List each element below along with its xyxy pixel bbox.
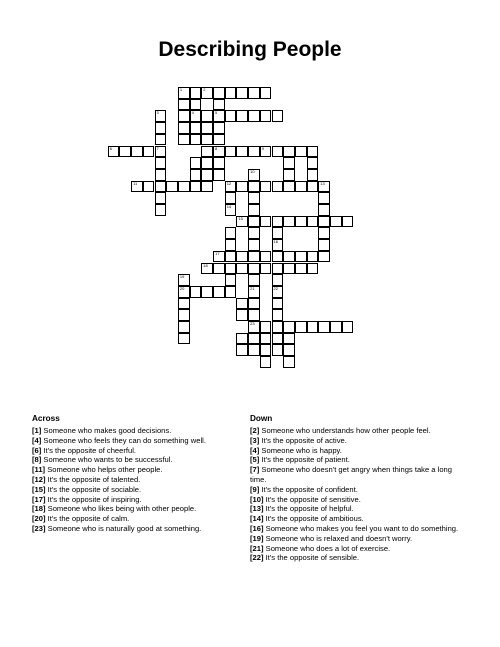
down-clue xyxy=(250,495,468,505)
grid-cell[interactable] xyxy=(307,251,319,263)
grid-cell[interactable] xyxy=(236,309,248,321)
grid-cell[interactable] xyxy=(248,169,260,181)
grid-cell[interactable] xyxy=(155,122,167,134)
grid-cell[interactable] xyxy=(155,181,167,193)
grid-cell[interactable] xyxy=(260,216,272,228)
clue-text: It's the opposite of sensitive. xyxy=(265,494,361,504)
down-clue xyxy=(250,553,468,563)
clue-number: [4] xyxy=(32,435,42,445)
clue-number-label: 20 xyxy=(179,285,185,291)
clue-number: [12] xyxy=(32,474,46,484)
grid-cell[interactable] xyxy=(178,333,190,345)
grid-cell[interactable] xyxy=(318,204,330,216)
grid-cell[interactable] xyxy=(283,216,295,228)
grid-cell[interactable] xyxy=(225,146,237,158)
grid-cell[interactable] xyxy=(213,286,225,298)
grid-cell[interactable] xyxy=(307,146,319,158)
clue-text: It's the opposite of helpful. xyxy=(265,504,354,514)
down-clue xyxy=(250,455,468,465)
grid-cell[interactable] xyxy=(190,181,202,193)
grid-cell[interactable] xyxy=(213,146,225,158)
grid-cell[interactable] xyxy=(260,87,272,99)
grid-cell[interactable] xyxy=(236,344,248,356)
grid-cell[interactable] xyxy=(155,134,167,146)
grid-cell[interactable] xyxy=(283,146,295,158)
clue-number-label: 16 xyxy=(273,239,278,245)
grid-cell[interactable] xyxy=(178,181,190,193)
grid-cell[interactable] xyxy=(283,263,295,275)
page-title: Describing People xyxy=(158,38,342,61)
across-clue xyxy=(32,465,232,475)
grid-cell[interactable] xyxy=(225,87,237,99)
clue-number: [21] xyxy=(250,543,264,553)
grid-cell[interactable] xyxy=(213,110,225,122)
clue-number: [18] xyxy=(32,504,46,514)
clue-number: [1] xyxy=(32,426,42,435)
grid-cell[interactable] xyxy=(190,157,202,169)
grid-cell[interactable] xyxy=(225,110,237,122)
grid-cell[interactable] xyxy=(272,333,284,345)
clue-text: Someone who likes being with other people. xyxy=(47,504,197,514)
grid-cell[interactable] xyxy=(283,181,295,193)
down-clue xyxy=(250,504,468,514)
grid-cell[interactable] xyxy=(178,99,190,111)
grid-cell[interactable] xyxy=(248,87,260,99)
grid-cell[interactable] xyxy=(201,110,213,122)
clue-text: Someone who feels they can do something well. xyxy=(43,435,206,445)
grid-cell[interactable] xyxy=(283,169,295,181)
down-heading: Down xyxy=(250,414,273,423)
down-clue xyxy=(250,534,468,544)
clue-number: [19] xyxy=(250,533,264,543)
grid-cell[interactable] xyxy=(248,333,260,345)
clue-text: Someone who is naturally good at something. xyxy=(47,523,202,533)
grid-cell[interactable] xyxy=(260,181,272,193)
grid-cell[interactable] xyxy=(236,110,248,122)
grid-cell[interactable] xyxy=(248,239,260,251)
clue-number: [8] xyxy=(32,455,42,465)
clue-number-label: 19 xyxy=(179,274,185,280)
clue-number-label: 21 xyxy=(250,285,255,291)
clue-number-label: 11 xyxy=(133,180,138,186)
clue-text: Someone who is relaxed and doesn't worry. xyxy=(265,533,413,543)
grid-cell[interactable] xyxy=(213,122,225,134)
grid-cell[interactable] xyxy=(190,87,202,99)
across-heading: Across xyxy=(32,414,60,423)
grid-cell[interactable] xyxy=(248,286,260,298)
grid-cell[interactable] xyxy=(248,146,260,158)
grid-cell[interactable] xyxy=(225,181,237,193)
clue-number-label: 5 xyxy=(215,110,218,116)
grid-cell[interactable] xyxy=(307,169,319,181)
grid-cell[interactable] xyxy=(178,87,190,99)
grid-cell[interactable] xyxy=(330,216,342,228)
grid-cell[interactable] xyxy=(318,192,330,204)
clue-text: Someone who does a lot of exercise. xyxy=(265,543,391,553)
clue-number-label: 13 xyxy=(320,180,325,186)
grid-cell[interactable] xyxy=(190,286,202,298)
grid-cell[interactable] xyxy=(272,309,284,321)
clue-number: [6] xyxy=(32,445,42,455)
clue-text: Someone who doesn't get angry when things take a long time. xyxy=(250,465,452,484)
clue-number-label: 1 xyxy=(179,87,183,92)
clue-number: [4] xyxy=(250,445,260,455)
clue-number-label: 23 xyxy=(250,321,255,326)
clue-number-label: 17 xyxy=(215,250,220,256)
clue-number: [11] xyxy=(32,465,46,475)
clue-text: Someone who understands how other people feel. xyxy=(261,426,431,435)
grid-cell[interactable] xyxy=(272,321,284,333)
grid-cell[interactable] xyxy=(225,227,237,239)
across-clue-list xyxy=(32,426,232,534)
grid-cell[interactable] xyxy=(248,274,260,286)
grid-cell[interactable] xyxy=(318,321,330,333)
grid-cell[interactable] xyxy=(318,227,330,239)
grid-cell[interactable] xyxy=(248,309,260,321)
grid-cell[interactable] xyxy=(155,204,167,216)
grid-cell[interactable] xyxy=(272,286,284,298)
grid-cell[interactable] xyxy=(248,216,260,228)
clue-text: Someone who wants to be successful. xyxy=(43,455,173,465)
grid-cell[interactable] xyxy=(201,87,213,99)
grid-cell[interactable] xyxy=(272,110,284,122)
clue-number: [10] xyxy=(250,494,264,504)
grid-cell[interactable] xyxy=(307,263,319,275)
clue-text: It's the opposite of sociable. xyxy=(47,484,142,494)
clue-number: [23] xyxy=(32,523,46,533)
grid-cell[interactable] xyxy=(190,99,202,111)
across-clues xyxy=(32,414,232,534)
grid-cell[interactable] xyxy=(190,110,202,122)
clue-number-label: 6 xyxy=(109,145,112,151)
grid-cell[interactable] xyxy=(283,157,295,169)
grid-cell[interactable] xyxy=(272,227,284,239)
grid-cell[interactable] xyxy=(155,169,167,181)
clue-number-label: 7 xyxy=(156,145,159,151)
clue-text: Someone who helps other people. xyxy=(47,465,163,475)
clue-number: [3] xyxy=(250,435,260,445)
grid-cell[interactable] xyxy=(307,216,319,228)
grid-cell[interactable] xyxy=(166,181,178,193)
grid-cell[interactable] xyxy=(201,134,213,146)
grid-cell[interactable] xyxy=(272,181,284,193)
clue-number: [7] xyxy=(250,465,260,475)
grid-cell[interactable] xyxy=(248,204,260,216)
grid-cell[interactable] xyxy=(155,110,167,122)
grid-cell[interactable] xyxy=(236,333,248,345)
grid-cell[interactable] xyxy=(318,239,330,251)
grid-cell[interactable] xyxy=(201,181,213,193)
down-clue xyxy=(250,426,468,436)
grid-cell[interactable] xyxy=(225,263,237,275)
grid-cell[interactable] xyxy=(283,321,295,333)
down-clue xyxy=(250,485,468,495)
grid-cell[interactable] xyxy=(330,321,342,333)
grid-cell[interactable] xyxy=(178,274,190,286)
grid-cell[interactable] xyxy=(283,344,295,356)
clue-number: [2] xyxy=(250,426,260,435)
across-clue xyxy=(32,524,232,534)
clue-number: [15] xyxy=(32,484,46,494)
clue-number-label: 10 xyxy=(250,168,255,174)
grid-cell[interactable] xyxy=(155,192,167,204)
grid-cell[interactable] xyxy=(260,251,272,263)
grid-cell[interactable] xyxy=(201,157,213,169)
grid-cell[interactable] xyxy=(318,181,330,193)
across-clue xyxy=(32,485,232,495)
grid-cell[interactable] xyxy=(225,286,237,298)
grid-cell[interactable] xyxy=(318,216,330,228)
grid-cell[interactable] xyxy=(272,216,284,228)
grid-cell[interactable] xyxy=(295,181,307,193)
grid-cell[interactable] xyxy=(260,110,272,122)
clue-text: It's the opposite of patient. xyxy=(261,455,350,465)
grid-cell[interactable] xyxy=(143,181,155,193)
grid-cell[interactable] xyxy=(272,263,284,275)
across-clue xyxy=(32,514,232,524)
grid-cell[interactable] xyxy=(225,239,237,251)
grid-cell[interactable] xyxy=(295,251,307,263)
grid-cell[interactable] xyxy=(190,134,202,146)
grid-cell[interactable] xyxy=(213,157,225,169)
grid-cell[interactable] xyxy=(318,251,330,263)
clue-number: [22] xyxy=(250,553,264,563)
down-clue xyxy=(250,514,468,524)
clue-text: It's the opposite of sensible. xyxy=(265,553,360,563)
clue-number: [9] xyxy=(250,484,260,494)
grid-cell[interactable] xyxy=(342,321,354,333)
grid-cell[interactable] xyxy=(236,87,248,99)
grid-cell[interactable] xyxy=(295,321,307,333)
grid-cell[interactable] xyxy=(131,146,143,158)
grid-cell[interactable] xyxy=(307,321,319,333)
grid-cell[interactable] xyxy=(108,146,120,158)
clue-number-label: 14 xyxy=(226,204,232,209)
down-clue-list xyxy=(250,426,468,563)
grid-cell[interactable] xyxy=(225,274,237,286)
grid-cell[interactable] xyxy=(178,134,190,146)
grid-cell[interactable] xyxy=(190,122,202,134)
grid-cell[interactable] xyxy=(213,99,225,111)
grid-cell[interactable] xyxy=(248,192,260,204)
grid-cell[interactable] xyxy=(248,344,260,356)
grid-cell[interactable] xyxy=(295,263,307,275)
grid-cell[interactable] xyxy=(155,157,167,169)
clue-text: Someone who makes good decisions. xyxy=(43,426,172,435)
across-clue xyxy=(32,495,232,505)
grid-cell[interactable] xyxy=(260,356,272,368)
clue-number-label: 9 xyxy=(261,145,265,151)
grid-cell[interactable] xyxy=(236,146,248,158)
grid-cell[interactable] xyxy=(272,251,284,263)
clue-number: [14] xyxy=(250,514,264,524)
grid-cell[interactable] xyxy=(295,146,307,158)
grid-cell[interactable] xyxy=(201,286,213,298)
grid-cell[interactable] xyxy=(131,181,143,193)
grid-cell[interactable] xyxy=(342,216,354,228)
grid-cell[interactable] xyxy=(236,298,248,310)
grid-cell[interactable] xyxy=(295,216,307,228)
grid-cell[interactable] xyxy=(272,146,284,158)
grid-cell[interactable] xyxy=(178,286,190,298)
clue-number-label: 8 xyxy=(215,145,218,151)
grid-cell[interactable] xyxy=(260,263,272,275)
grid-cell[interactable] xyxy=(225,192,237,204)
clue-number-label: 12 xyxy=(226,180,232,186)
clue-text: Someone who makes you feel you want to do something. xyxy=(265,523,459,533)
clue-text: It's the opposite of inspiring. xyxy=(47,494,142,504)
grid-cell[interactable] xyxy=(213,251,225,263)
clue-text: It's the opposite of confident. xyxy=(261,484,358,494)
grid-cell[interactable] xyxy=(260,333,272,345)
grid-cell[interactable] xyxy=(178,110,190,122)
down-clue xyxy=(250,544,468,554)
clue-text: It's the opposite of ambitious. xyxy=(265,514,364,524)
grid-cell[interactable] xyxy=(119,146,131,158)
clue-number-label: 4 xyxy=(191,110,194,116)
down-clue xyxy=(250,465,468,485)
grid-cell[interactable] xyxy=(178,298,190,310)
grid-cell[interactable] xyxy=(272,298,284,310)
grid-cell[interactable] xyxy=(178,122,190,134)
grid-cell[interactable] xyxy=(260,146,272,158)
grid-cell[interactable] xyxy=(248,298,260,310)
grid-cell[interactable] xyxy=(213,169,225,181)
clue-number: [17] xyxy=(32,494,46,504)
grid-cell[interactable] xyxy=(201,146,213,158)
grid-cell[interactable] xyxy=(248,251,260,263)
grid-cell[interactable] xyxy=(236,216,248,228)
grid-cell[interactable] xyxy=(283,333,295,345)
down-clue xyxy=(250,436,468,446)
grid-cell[interactable] xyxy=(248,227,260,239)
down-clues xyxy=(250,414,468,563)
clue-number-label: 2 xyxy=(203,87,206,92)
across-clue xyxy=(32,504,232,514)
grid-cell[interactable] xyxy=(283,356,295,368)
grid-cell[interactable] xyxy=(201,263,213,275)
grid-cell[interactable] xyxy=(190,169,202,181)
grid-cell[interactable] xyxy=(236,263,248,275)
clue-text: It's the opposite of cheerful. xyxy=(43,445,137,455)
clue-number: [5] xyxy=(250,455,260,465)
grid-cell[interactable] xyxy=(272,239,284,251)
grid-cell[interactable] xyxy=(236,181,248,193)
across-clue xyxy=(32,446,232,456)
grid-cell[interactable] xyxy=(201,169,213,181)
clue-number-label: 22 xyxy=(273,285,278,291)
grid-cell[interactable] xyxy=(307,157,319,169)
grid-cell[interactable] xyxy=(248,110,260,122)
grid-cell[interactable] xyxy=(155,146,167,158)
grid-cell[interactable] xyxy=(201,122,213,134)
grid-cell[interactable] xyxy=(213,134,225,146)
grid-cell[interactable] xyxy=(248,181,260,193)
grid-cell[interactable] xyxy=(248,263,260,275)
grid-cell[interactable] xyxy=(213,87,225,99)
clue-number: [13] xyxy=(250,504,264,514)
clue-number: [16] xyxy=(250,523,264,533)
across-clue xyxy=(32,426,232,436)
grid-cell[interactable] xyxy=(178,321,190,333)
clue-number-label: 3 xyxy=(156,110,159,116)
clue-number-label: 15 xyxy=(238,215,243,221)
down-clue xyxy=(250,446,468,456)
clue-number: [20] xyxy=(32,514,46,524)
down-clue xyxy=(250,524,468,534)
across-clue xyxy=(32,455,232,465)
grid-cell[interactable] xyxy=(178,309,190,321)
across-clue xyxy=(32,475,232,485)
grid-cell[interactable] xyxy=(272,344,284,356)
clue-text: It's the opposite of talented. xyxy=(47,474,141,484)
grid-cell[interactable] xyxy=(260,321,272,333)
clue-text: It's the opposite of active. xyxy=(261,435,347,445)
grid-cell[interactable] xyxy=(236,251,248,263)
clue-text: Someone who is happy. xyxy=(261,445,342,455)
grid-cell[interactable] xyxy=(225,204,237,216)
grid-cell[interactable] xyxy=(283,251,295,263)
clue-text: It's the opposite of calm. xyxy=(47,514,130,524)
grid-cell[interactable] xyxy=(272,274,284,286)
grid-cell[interactable] xyxy=(260,344,272,356)
across-clue xyxy=(32,436,232,446)
grid-cell[interactable] xyxy=(248,321,260,333)
grid-cell[interactable] xyxy=(225,251,237,263)
grid-cell[interactable] xyxy=(143,146,155,158)
grid-cell[interactable] xyxy=(307,181,319,193)
grid-cell[interactable] xyxy=(213,263,225,275)
clue-number-label: 18 xyxy=(203,262,208,268)
